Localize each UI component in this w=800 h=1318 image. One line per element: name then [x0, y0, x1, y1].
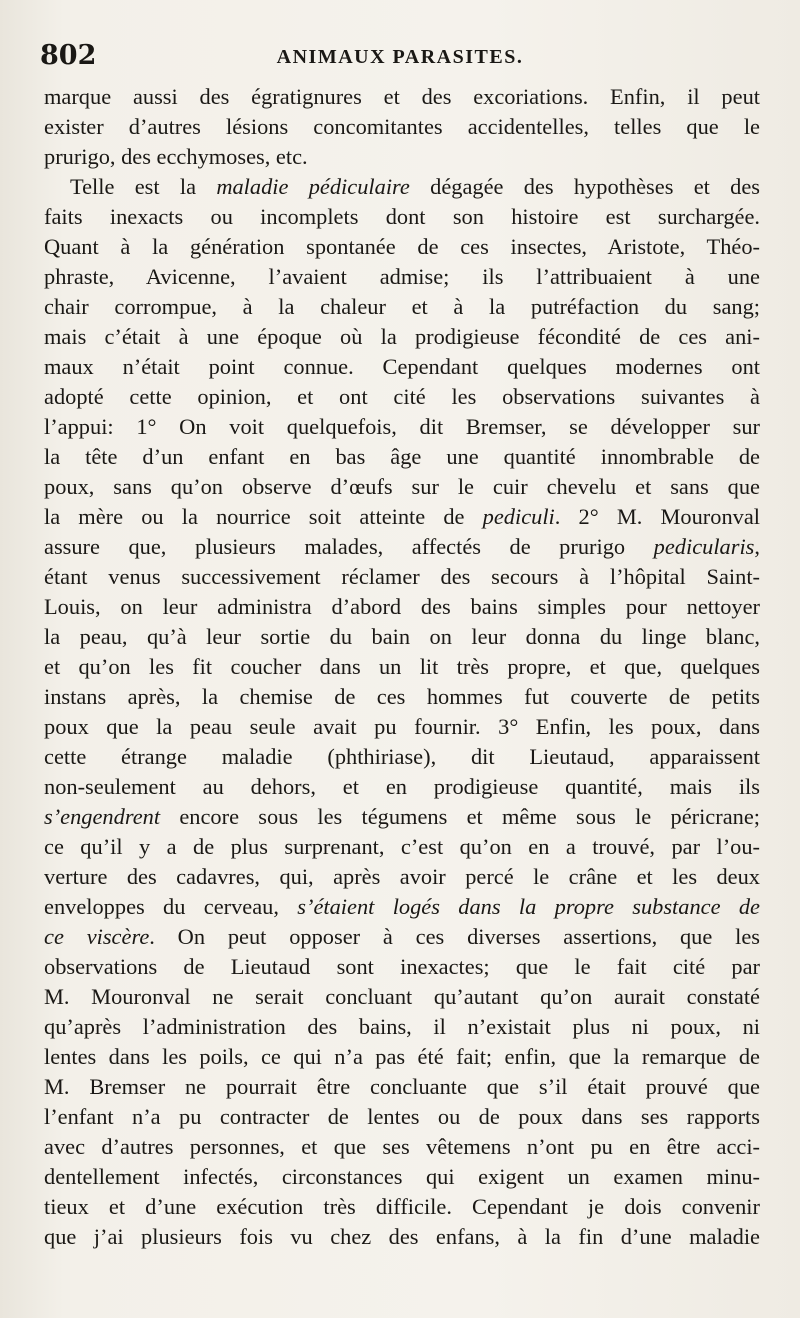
text-segment: ,	[754, 534, 760, 559]
text-line	[44, 922, 760, 952]
text-line: verture des cadavres, qui, après avoir percé le crâne et les deux	[44, 864, 760, 889]
text-segment: Telle est la	[70, 174, 217, 199]
text-line: marque aussi des égratignures et des excoriations. Enfin, il peut	[44, 84, 760, 109]
italic-segment: ce viscère	[44, 924, 150, 949]
text-line: que j’ai plusieurs fois vu chez des enfans, à la fin d’une maladie	[44, 1224, 760, 1249]
text-line: tieux et d’une exécution très difficile. Cependant je dois convenir	[44, 1194, 760, 1219]
text-line: lentes dans les poils, ce qui n’a pas été fait; enfin, que la remarque de	[44, 1044, 760, 1069]
page-number: 802	[40, 40, 97, 71]
text-segment: enveloppes du cerveau,	[44, 894, 298, 919]
italic-segment: pedicularis	[653, 534, 755, 559]
text-line: M. Bremser ne pourrait être concluante que s’il était prouvé que	[44, 1074, 760, 1099]
text-line	[44, 172, 760, 202]
text-line: prurigo, des ecchymoses, etc.	[44, 144, 308, 169]
italic-segment: maladie pédiculaire	[216, 174, 410, 199]
text-segment: dégagée des hypothèses et des	[409, 174, 760, 199]
text-line: dentellement infectés, circonstances qui exigent un examen minu-	[44, 1164, 760, 1189]
text-line: instans après, la chemise de ces hommes fut couverte de petits	[44, 684, 760, 709]
text-line: la tête d’un enfant en bas âge une quantité innombrable de	[44, 444, 760, 469]
text-line: l’enfant n’a pu contracter de lentes ou de poux dans ses rapports	[44, 1104, 760, 1129]
text-line: la peau, qu’à leur sortie du bain on leur donna du linge blanc,	[44, 624, 760, 649]
text-line	[44, 532, 760, 562]
text-line: cette étrange maladie (phthiriase), dit Lieutaud, apparaissent	[44, 744, 760, 769]
text-segment: la mère ou la nourrice soit atteinte de	[44, 504, 483, 529]
text-line: non-seulement au dehors, et en prodigieuse quantité, mais ils	[44, 774, 760, 799]
text-line: chair corrompue, à la chaleur et à la putréfaction du sang;	[44, 294, 760, 319]
italic-segment: s’étaient logés dans la propre substance de	[297, 894, 760, 919]
text-line: M. Mouronval ne serait concluant qu’autant qu’on aurait constaté	[44, 984, 760, 1009]
text-line: ce qu’il y a de plus surprenant, c’est qu’on en a trouvé, par l’ou-	[44, 834, 760, 859]
text-line: observations de Lieutaud sont inexactes; que le fait cité par	[44, 954, 760, 979]
page-header	[40, 38, 760, 78]
text-segment: assure que, plusieurs malades, affectés de prurigo	[44, 534, 654, 559]
text-line: maux n’était point connue. Cependant quelques modernes ont	[44, 354, 760, 379]
text-line: poux, sans qu’on observe d’œufs sur le cuir chevelu et sans que	[44, 474, 760, 499]
text-line: mais c’était à une époque où la prodigieuse fécondité de ces ani-	[44, 324, 760, 349]
text-line: poux que la peau seule avait pu fournir. 3° Enfin, les poux, dans	[44, 714, 760, 739]
text-segment: . 2° M. Mouronval	[554, 504, 760, 529]
text-line: Quant à la génération spontanée de ces insectes, Aristote, Théo-	[44, 234, 760, 259]
text-line	[44, 502, 760, 532]
text-segment: . On peut opposer à ces diverses assertions, que les	[149, 924, 760, 949]
italic-segment: pediculi	[482, 504, 555, 529]
italic-segment: s’engendrent	[44, 804, 161, 829]
text-segment: encore sous les tégumens et même sous le péricrane;	[160, 804, 760, 829]
text-line: phraste, Avicenne, l’avaient admise; ils l’attribuaient à une	[44, 264, 760, 289]
text-line: qu’après l’administration des bains, il n’existait plus ni poux, ni	[44, 1014, 760, 1039]
text-line: exister d’autres lésions concomitantes accidentelles, telles que le	[44, 114, 760, 139]
text-line: étant venus successivement réclamer des secours à l’hôpital Saint-	[44, 564, 760, 589]
body-text	[44, 82, 760, 1252]
text-line	[44, 802, 760, 832]
text-line: Louis, on leur administra d’abord des bains simples pour nettoyer	[44, 594, 760, 619]
text-line: et qu’on les fit coucher dans un lit très propre, et que, quelques	[44, 654, 760, 679]
text-line: faits inexacts ou incomplets dont son histoire est surchargée.	[44, 204, 760, 229]
text-line	[44, 892, 760, 922]
text-line: avec d’autres personnes, et que ses vêtemens n’ont pu en être acci-	[44, 1134, 760, 1159]
text-line: l’appui: 1° On voit quelquefois, dit Bremser, se développer sur	[44, 414, 760, 439]
text-line: adopté cette opinion, et ont cité les observations suivantes à	[44, 384, 760, 409]
running-title: ANIMAUX PARASITES.	[276, 46, 524, 68]
